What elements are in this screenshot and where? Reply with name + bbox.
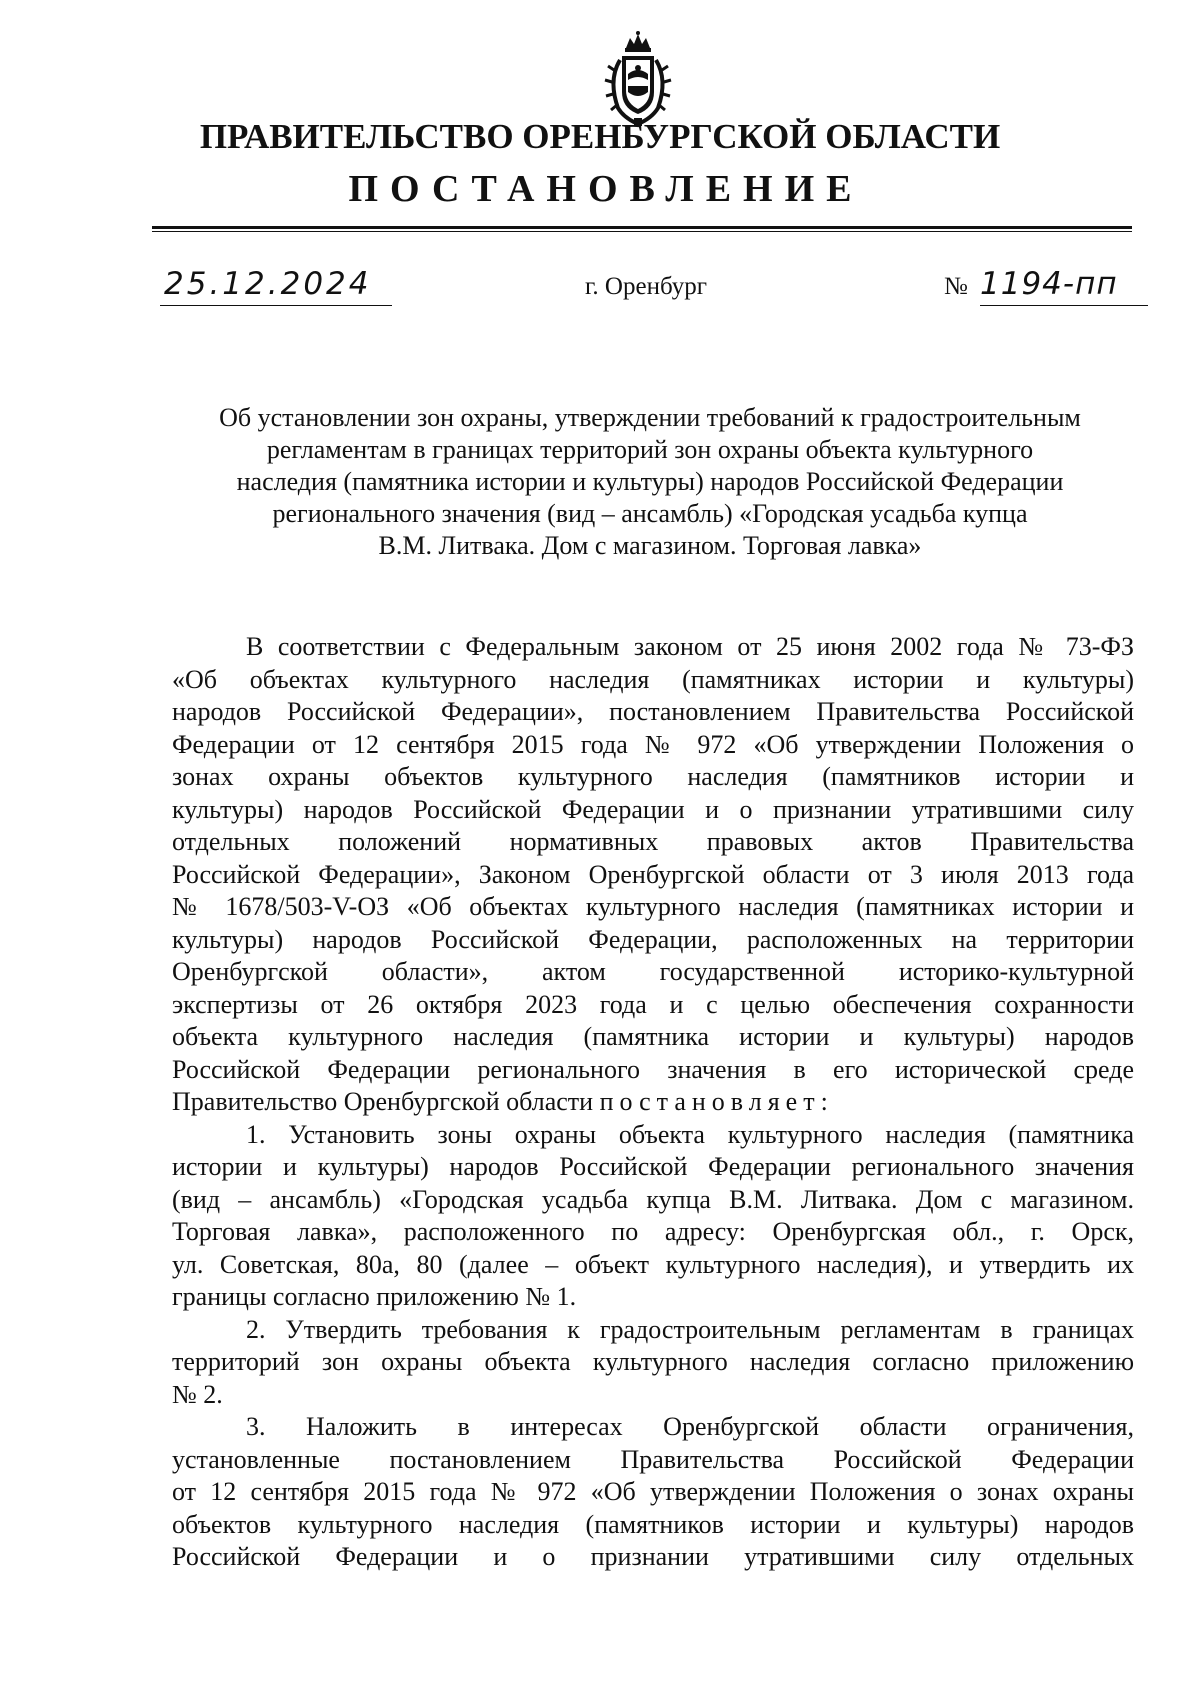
- body-line: зонах охраны объектов культурного наследия (памятников истории и: [172, 762, 1134, 791]
- date-underline: [160, 305, 392, 306]
- body-line: объекта культурного наследия (памятника истории и культуры) народов: [172, 1022, 1134, 1051]
- body-line: 3. Наложить в интересах Оренбургской области ограничения,: [246, 1412, 1134, 1441]
- body-line: ул. Советская, 80а, 80 (далее – объект культурного наследия), и утвердить их: [172, 1249, 1134, 1279]
- body-line: Российской Федерации регионального значения в его исторической среде: [172, 1054, 1134, 1084]
- body-line: Оренбургской области», актом государственной историко-культурной: [172, 957, 1134, 986]
- document-type: ПОСТАНОВЛЕНИЕ: [348, 168, 864, 210]
- header-rule-thin: [152, 231, 1132, 232]
- body-line: 1. Установить зоны охраны объекта культурного наследия (памятника: [246, 1119, 1134, 1149]
- body-line-decree: [172, 1086, 1134, 1119]
- body-line: № 2.: [172, 1379, 223, 1409]
- oblast-coat-of-arms-icon: [598, 30, 678, 130]
- document-body: [172, 631, 1134, 1574]
- city: г. Оренбург: [585, 273, 707, 300]
- title-line: наследия (памятника истории и культуры) народов Российской Федерации: [236, 467, 1064, 496]
- body-line: Российской Федерации и о признании утратившими силу отдельных: [172, 1542, 1134, 1571]
- decree-word: постановляет:: [599, 1087, 834, 1116]
- body-line: В соответствии с Федеральным законом от 25 июня 2002 года № 73-ФЗ: [246, 632, 1134, 661]
- decree-subject: Правительство Оренбургской области: [172, 1087, 594, 1116]
- title-line: В.М. Литвака. Дом с магазином. Торговая лавка»: [378, 531, 922, 560]
- body-line: установленные постановлением Правительства Российской Федерации: [172, 1444, 1134, 1474]
- body-line: Федерации от 12 сентября 2015 года № 972 «Об утверждении Положения о: [172, 729, 1134, 759]
- document-number: [944, 262, 1154, 310]
- body-line: (вид – ансамбль) «Городская усадьба купца В.М. Литвака. Дом с магазином.: [172, 1184, 1134, 1214]
- body-line: культуры) народов Российской Федерации, расположенных на территории: [172, 924, 1134, 954]
- title-line: регламентам в границах территорий зон охраны объекта культурного: [266, 435, 1034, 464]
- body-line: № 1678/503-V-ОЗ «Об объектах культурного наследия (памятниках истории и: [172, 892, 1134, 921]
- organization-name: ПРАВИТЕЛЬСТВО ОРЕНБУРГСКОЙ ОБЛАСТИ: [199, 117, 1001, 156]
- number-underline: [980, 305, 1148, 306]
- body-line: границы согласно приложению № 1.: [172, 1282, 577, 1311]
- number-sign: №: [944, 273, 968, 300]
- title-line: регионального значения (вид – ансамбль) «Городская усадьба купца: [272, 499, 1028, 528]
- body-line: народов Российской Федерации», постановлением Правительства Российской: [172, 697, 1134, 726]
- document-title: [160, 402, 1140, 562]
- body-line: 2. Утвердить требования к градостроительным регламентам в границах: [246, 1314, 1134, 1344]
- body-line: экспертизы от 26 октября 2023 года и с целью обеспечения сохранности: [172, 989, 1134, 1019]
- body-line: Российской Федерации», Законом Оренбургской области от 3 июля 2013 года: [172, 859, 1134, 889]
- body-line: от 12 сентября 2015 года № 972 «Об утверждении Положения о зонах охраны: [172, 1477, 1134, 1506]
- body-line: объектов культурного наследия (памятников истории и культуры) народов: [172, 1509, 1134, 1539]
- body-line: территорий зон охраны объекта культурного наследия согласно приложению: [172, 1347, 1134, 1376]
- title-line: Об установлении зон охраны, утверждении требований к градостроительным: [219, 403, 1081, 432]
- body-line: истории и культуры) народов Российской Федерации регионального значения: [172, 1152, 1134, 1181]
- body-line: «Об объектах культурного наследия (памятниках истории и культуры): [172, 664, 1134, 694]
- body-line: культуры) народов Российской Федерации и о признании утратившими силу: [172, 794, 1134, 824]
- body-line: Торговая лавка», расположенного по адресу: Оренбургская обл., г. Орск,: [172, 1217, 1134, 1246]
- number-handwritten: 1194-пп: [980, 266, 1118, 302]
- body-line: отдельных положений нормативных правовых актов Правительства: [172, 827, 1134, 856]
- header-rule-thick: [152, 226, 1132, 229]
- date-handwritten: 25.12.2024: [164, 266, 372, 302]
- document-date: [160, 262, 392, 310]
